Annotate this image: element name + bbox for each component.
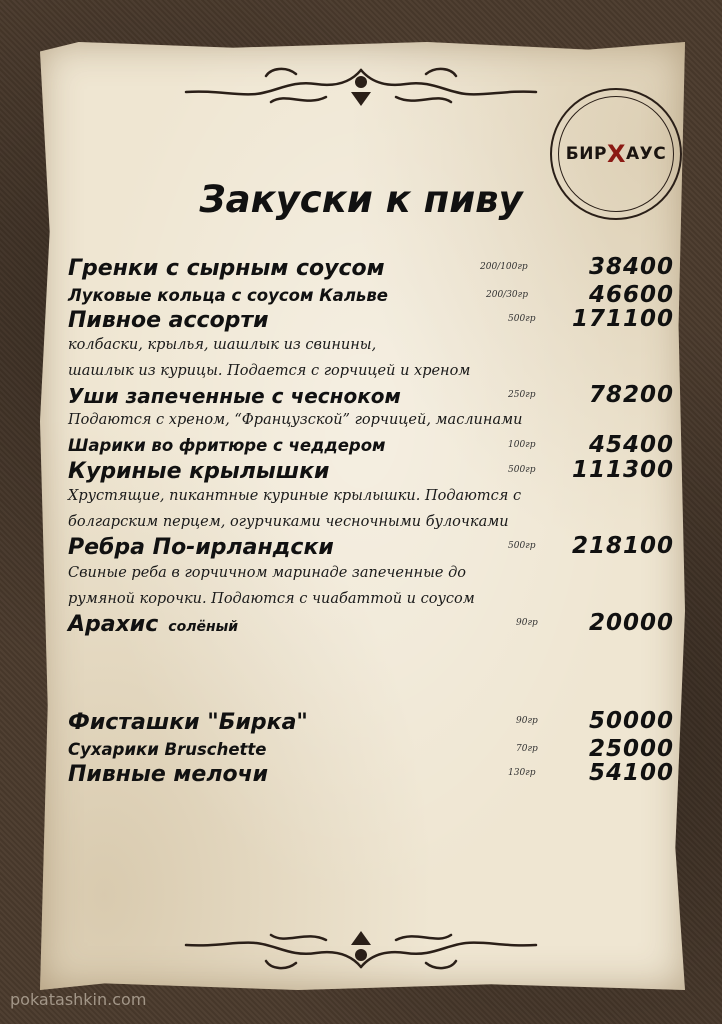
- item-price: 50000: [588, 708, 674, 734]
- item-name: Уши запеченные с чесноком: [68, 384, 401, 408]
- item-name: Куриные крылышки: [68, 459, 330, 484]
- item-price: 46600: [588, 282, 674, 308]
- ornament-bottom: [176, 925, 546, 975]
- item-weight: 100гр: [508, 440, 536, 450]
- item-name-main: Арахис: [68, 612, 159, 637]
- description-line: болгарским перцем, огурчиками чесночными булочками: [68, 514, 509, 530]
- item-weight: 500гр: [508, 541, 536, 551]
- item-weight: 200/100гр: [480, 262, 528, 272]
- item-name-extra: солёный: [168, 619, 239, 635]
- item-name: Пивные мелочи: [68, 762, 269, 787]
- item-price: 54100: [588, 760, 674, 786]
- item-price: 25000: [588, 736, 674, 762]
- item-name: Сухарики Bruschette: [68, 740, 267, 759]
- description-line: колбаски, крылья, шашлык из свинины,: [68, 337, 377, 353]
- item-weight: 130гр: [508, 768, 536, 778]
- item-description: [68, 483, 668, 535]
- menu-item: [68, 535, 678, 563]
- menu-item: [68, 738, 678, 764]
- watermark: pokatashkin.com: [10, 990, 147, 1009]
- description-line: Свиные реба в горчичном маринаде запеченные до: [68, 565, 467, 581]
- item-price: 218100: [571, 533, 674, 559]
- item-name: Фисташки "Бирка": [68, 710, 308, 735]
- item-description: [68, 560, 668, 612]
- description-line: шашлык из курицы. Подается с горчицей и хреном: [68, 363, 471, 379]
- item-price: 20000: [588, 610, 674, 636]
- logo-part-left: БИР: [565, 144, 607, 164]
- item-weight: 500гр: [508, 465, 536, 475]
- menu-item: [68, 256, 678, 284]
- item-weight: 250гр: [508, 390, 536, 400]
- menu-item: [68, 762, 678, 790]
- item-price: 78200: [588, 382, 674, 408]
- item-weight: 90гр: [516, 618, 538, 628]
- item-name: Пивное ассорти: [68, 308, 269, 333]
- item-price: 45400: [588, 432, 674, 458]
- item-name: [68, 612, 238, 637]
- menu-item: [68, 710, 678, 738]
- item-name: Шарики во фритюре с чеддером: [68, 436, 386, 455]
- item-description: [68, 332, 668, 384]
- item-weight: 200/30гр: [486, 290, 528, 300]
- item-weight: 70гр: [516, 744, 538, 754]
- item-weight: 500гр: [508, 314, 536, 324]
- description-line: Хрустящие, пикантные куриные крылышки. Подаются с: [68, 488, 522, 504]
- item-name: Луковые кольца с соусом Кальве: [68, 286, 388, 305]
- item-price: 111300: [571, 457, 674, 483]
- item-name: Гренки с сырным соусом: [68, 256, 385, 281]
- item-description: [68, 407, 668, 433]
- item-price: 38400: [588, 254, 674, 280]
- page-title: Закуски к пиву: [199, 178, 523, 221]
- item-name: Ребра По-ирландски: [68, 535, 334, 560]
- item-price: 171100: [571, 306, 674, 332]
- description-line: румяной корочки. Подаются с чиабаттой и соусом: [68, 591, 475, 607]
- item-weight: 90гр: [516, 716, 538, 726]
- logo-x-mark: Х: [606, 140, 626, 168]
- ornament-top: [176, 62, 546, 112]
- menu-item: [68, 612, 678, 640]
- description-line: Подаются с хреном, “Французской” горчицей, маслинами: [68, 412, 523, 428]
- logo-part-right: АУС: [625, 144, 667, 164]
